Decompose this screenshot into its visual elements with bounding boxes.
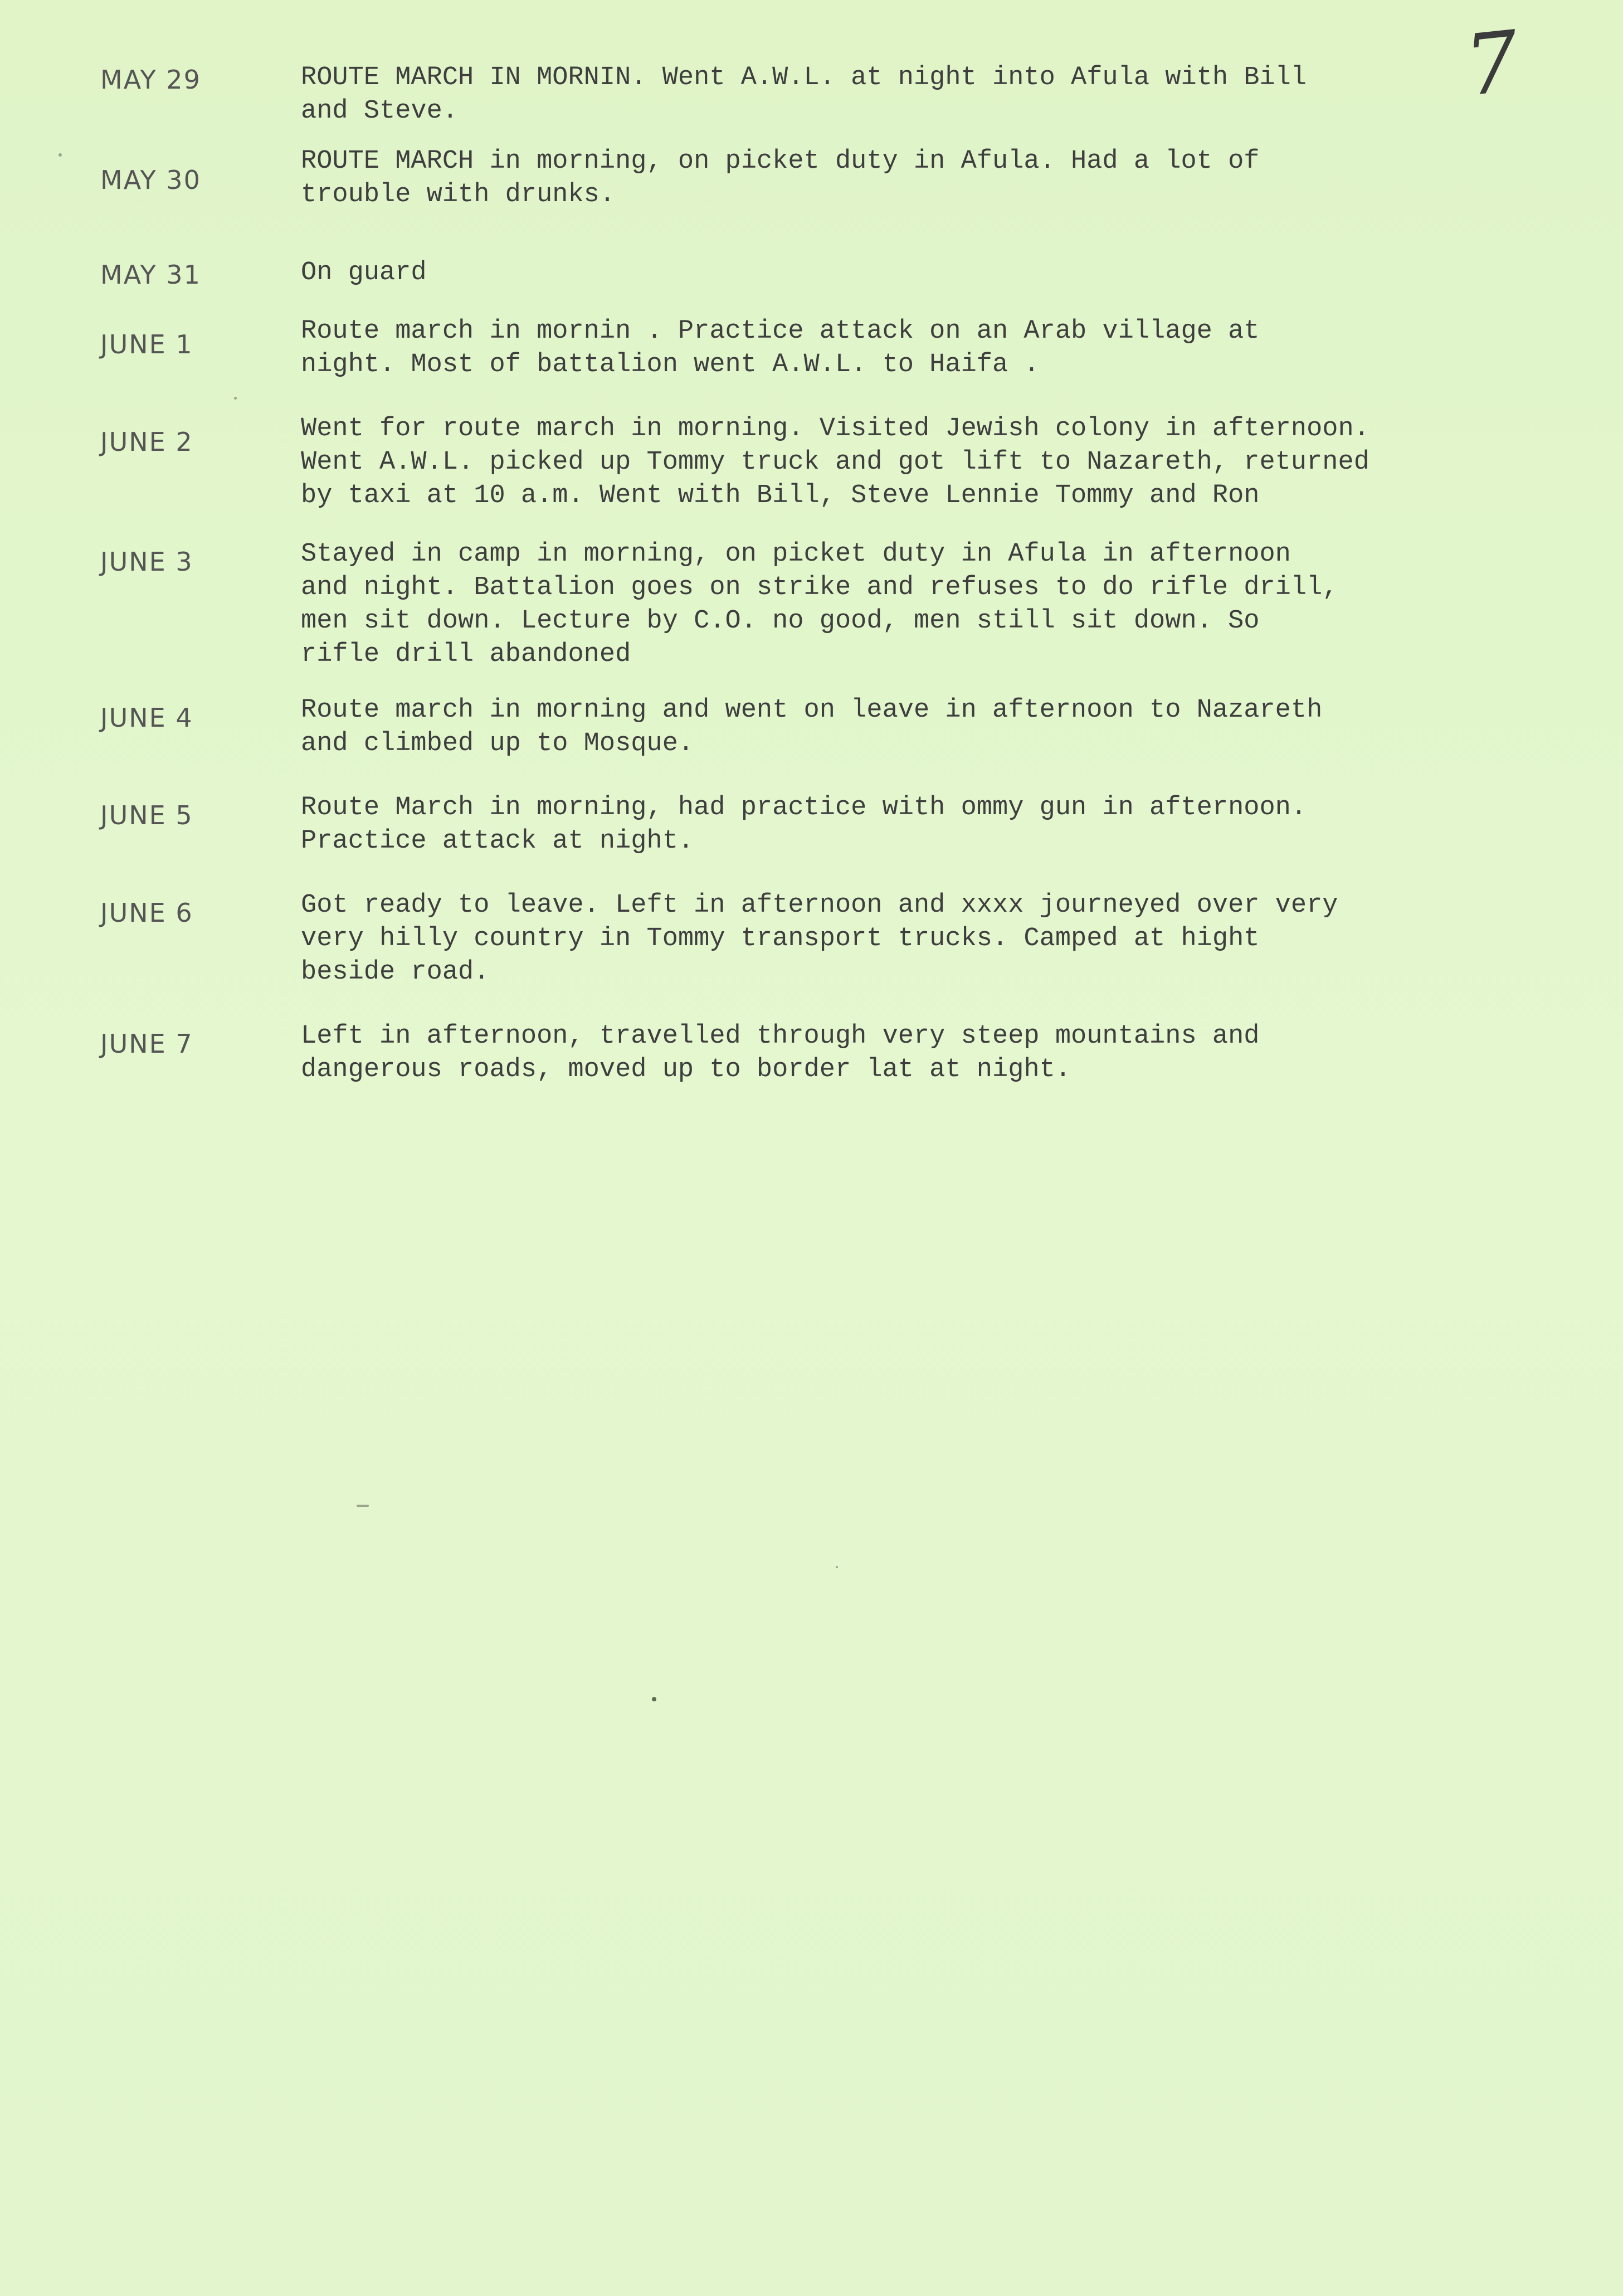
paper-speck — [234, 397, 237, 400]
entry-text: Stayed in camp in morning, on picket duty in Afula in afternoon and night. Battalion goes on strike and refuses to do rifle drill, men sit down. Lecture by C.O. no good, men still sit down. So rifle drill abandoned — [301, 539, 1338, 669]
entry-text: Route March in morning, had practice with ommy gun in afternoon. Practice attack at night. — [301, 793, 1307, 856]
entry-text: ROUTE MARCH IN MORNIN. Went A.W.L. at night into Afula with Bill and Steve. — [301, 63, 1307, 126]
entry-date: JUNE 6 — [100, 898, 193, 928]
entry-date: JUNE 7 — [100, 1029, 193, 1059]
entry-text: Route march in morning and went on leave in afternoon to Nazareth and climbed up to Mosque. — [301, 695, 1323, 758]
entry-text: ROUTE MARCH in morning, on picket duty in Afula. Had a lot of trouble with drunks. — [301, 147, 1260, 210]
entry-date: JUNE 1 — [100, 329, 193, 359]
entry-text: Route march in mornin . Practice attack on an Arab village at night. Most of battalion went A.W.L. to Haifa . — [301, 317, 1260, 380]
entry-date: JUNE 5 — [100, 800, 193, 830]
entry-text: Went for route march in morning. Visited Jewish colony in afternoon. Went A.W.L. picked up Tommy truck and got lift to Nazareth, returned by taxi at 10 a.m. Went with Bill, Steve Lennie Tommy and Ron — [301, 414, 1369, 510]
handwritten-page-number: 7 — [1460, 13, 1524, 115]
entry-date: MAY 31 — [100, 260, 201, 290]
entry-date: JUNE 3 — [100, 547, 193, 577]
entry-text: Left in afternoon, travelled through very steep mountains and dangerous roads, moved up to border lat at night. — [301, 1021, 1260, 1084]
entry-date: MAY 30 — [100, 165, 201, 195]
entry-date: JUNE 4 — [100, 703, 193, 733]
paper-speck — [357, 1505, 369, 1507]
entry-text: Got ready to leave. Left in afternoon and xxxx journeyed over very very hilly country in Tommy transport trucks. Camped at hight beside road. — [301, 891, 1338, 987]
paper-speck — [836, 1566, 838, 1568]
entry-date: MAY 29 — [100, 65, 201, 95]
paper-speck — [652, 1697, 656, 1701]
entry-date: JUNE 2 — [100, 427, 193, 457]
entry-text: On guard — [301, 258, 427, 288]
paper-speck — [59, 153, 62, 157]
